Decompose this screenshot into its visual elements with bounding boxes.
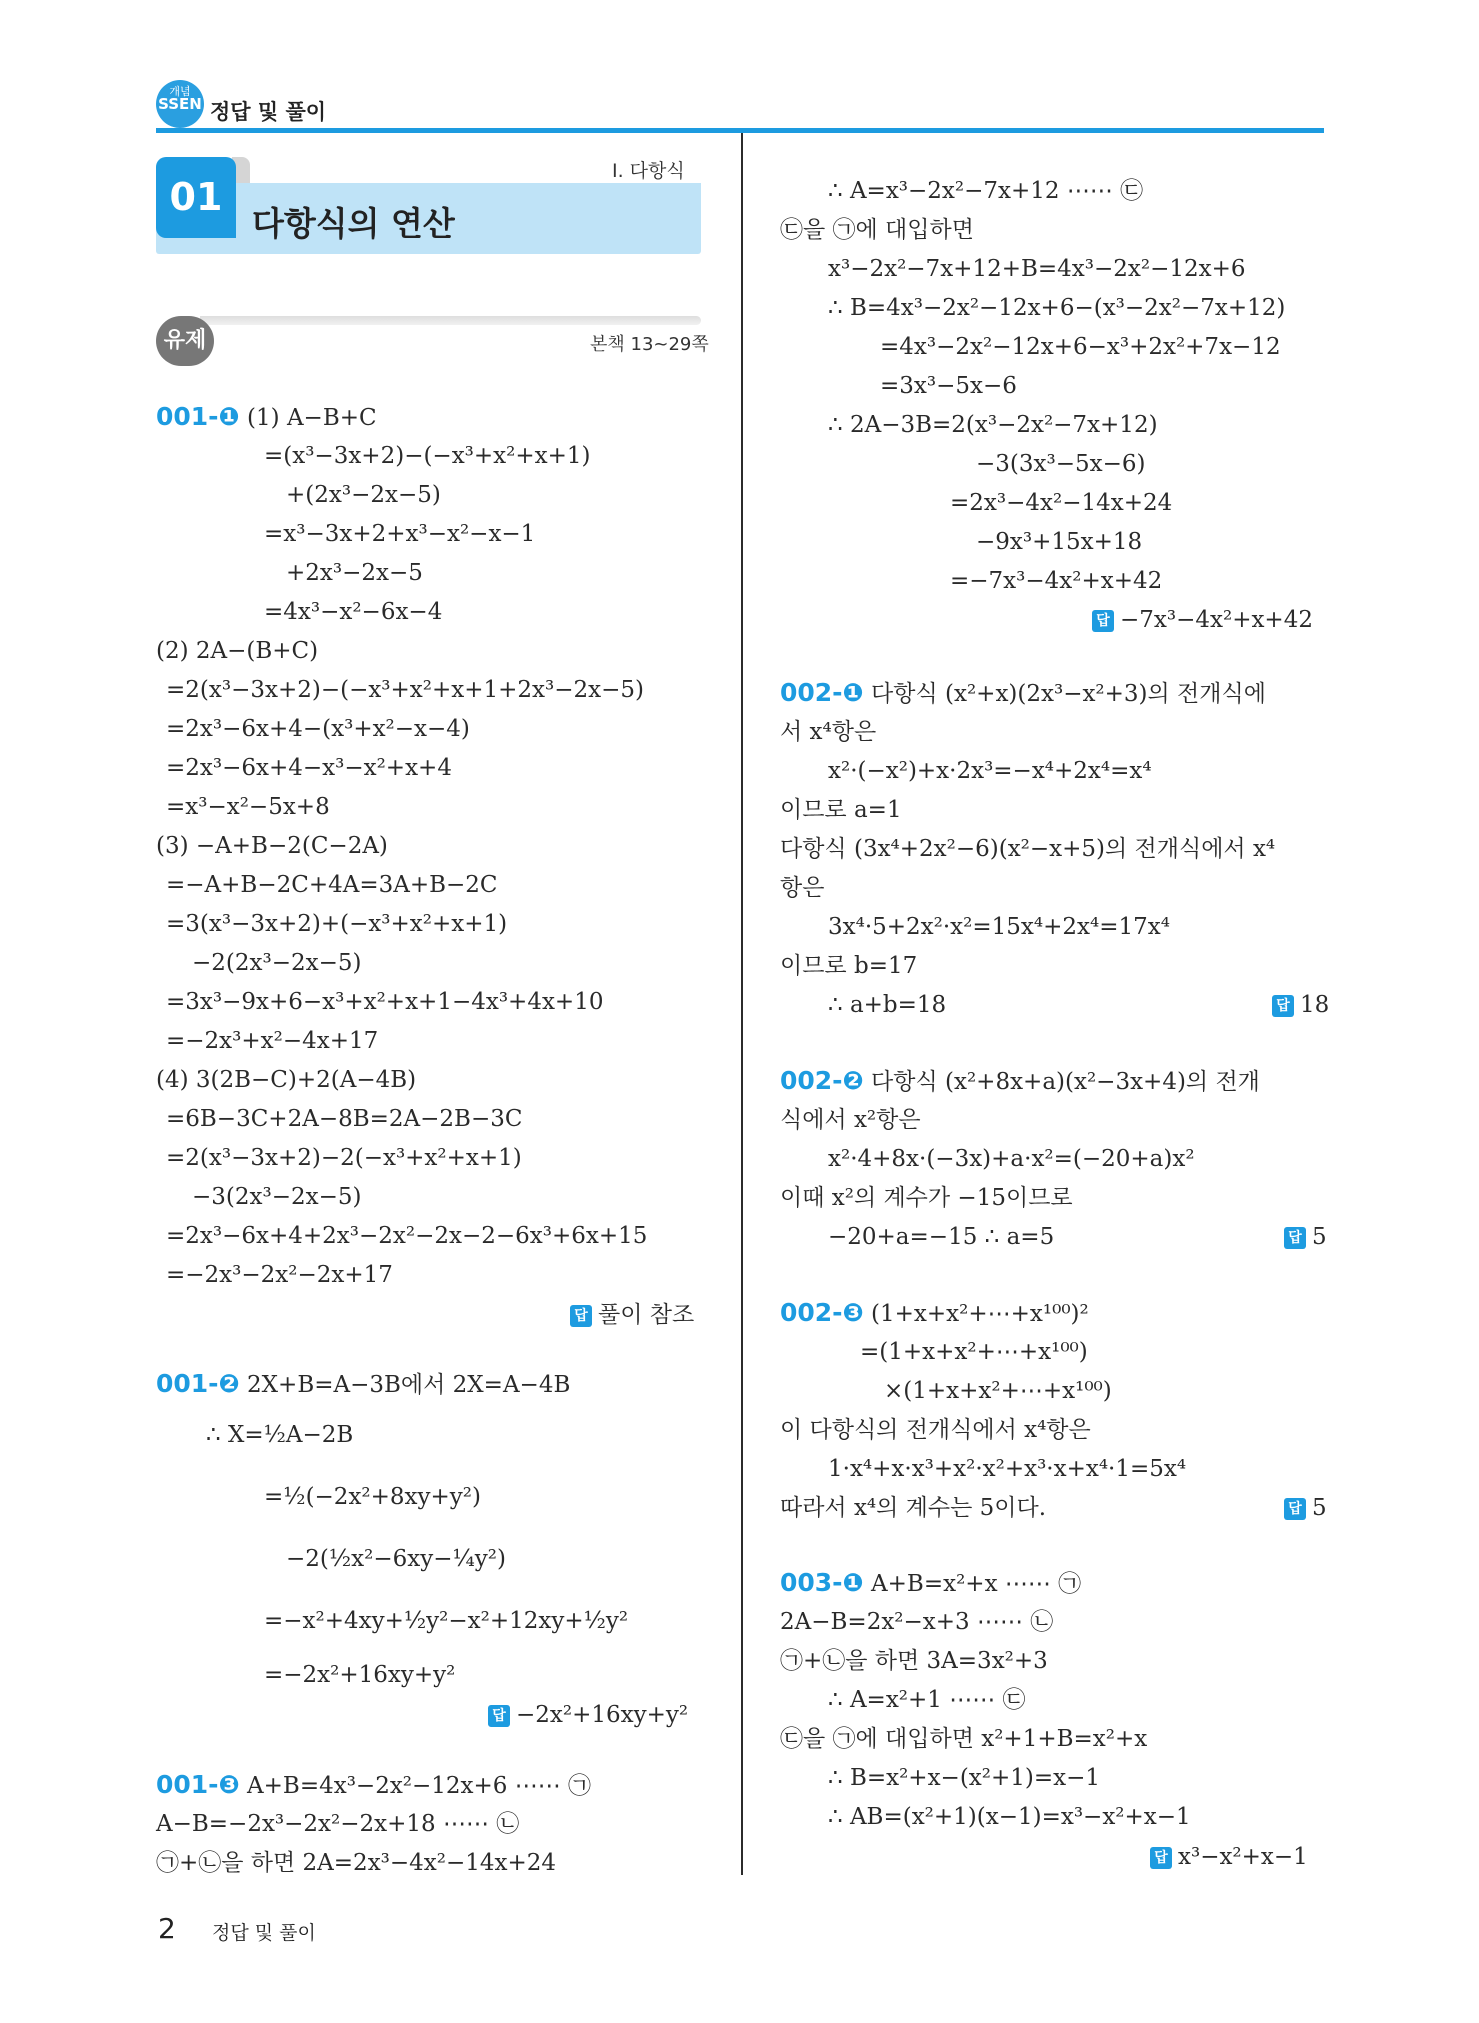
solution-text: 다항식 (3x⁴+2x²−6)(x²−x+5)의 전개식에서 x⁴ (780, 836, 1276, 862)
solution-text: =4x³−x²−6x−4 (264, 599, 443, 625)
answer-badge: 답 (1284, 1227, 1306, 1249)
solution-line (828, 1685, 1026, 1715)
solution-line (780, 951, 917, 981)
solution-line (828, 1144, 1195, 1174)
solution-text: 이때 x²의 계수가 −15이므로 (780, 1185, 1073, 1211)
solution-text: =2x³−6x+4−(x³+x²−x−4) (166, 716, 470, 742)
solution-text: 이므로 b=17 (780, 953, 918, 979)
solution-line (828, 1454, 1186, 1484)
solution-text: =−7x³−4x²+x+42 (950, 568, 1163, 594)
solution-text: =3(x³−3x+2)+(−x³+x²+x+1) (166, 911, 508, 937)
solution-text: A+B=4x³−2x²−12x+6 ⋯⋯ ㉠ (247, 1773, 592, 1799)
solution-line (976, 527, 1142, 557)
answer-line (1284, 1493, 1327, 1523)
problem-start-line (780, 678, 1266, 709)
answer-line (1272, 990, 1329, 1020)
brand-logo-main: SSEN (158, 95, 202, 113)
problem-start-line (156, 1770, 591, 1801)
solution-line (166, 714, 470, 744)
solution-line (828, 254, 1245, 284)
solution-line (166, 792, 330, 822)
chapter-number: 01 (156, 157, 236, 238)
solution-text: =−2x²+16xy+y² (264, 1662, 456, 1688)
solution-line (780, 834, 1275, 864)
solution-text: 이 다항식의 전개식에서 x⁴항은 (780, 1417, 1091, 1443)
solution-text: 2X+B=A−3B에서 2X=A−4B (247, 1372, 571, 1398)
solution-text: −3(3x³−5x−6) (976, 451, 1146, 477)
solution-line (828, 1763, 1100, 1793)
solution-text: ×(1+x+x²+⋯+x¹⁰⁰) (884, 1378, 1112, 1404)
answer-badge: 답 (488, 1705, 510, 1727)
solution-text: =2x³−6x+4−x³−x²+x+4 (166, 755, 452, 781)
solution-text: =(x³−3x+2)−(−x³+x²+x+1) (264, 443, 591, 469)
solution-line (780, 1183, 1073, 1213)
column-divider (741, 133, 743, 1875)
solution-line (884, 1376, 1112, 1406)
answer-badge: 답 (1150, 1847, 1172, 1869)
solution-text: =−x²+4xy+½y²−x²+12xy+½y² (264, 1608, 629, 1634)
solution-line (166, 870, 498, 900)
solution-line (780, 1724, 1147, 1754)
solution-text: =2(x³−3x+2)−2(−x³+x²+x+1) (166, 1145, 522, 1171)
solution-line (264, 1482, 481, 1512)
section-page-ref: 본책 13~29쪽 (590, 334, 709, 355)
solution-text: −3(2x³−2x−5) (192, 1184, 362, 1210)
solution-text: ㉠+㉡을 하면 3A=3x²+3 (780, 1648, 1048, 1674)
solution-text: =4x³−2x²−12x+6−x³+2x²+7x−12 (880, 334, 1281, 360)
solution-line (286, 480, 441, 510)
solution-line (780, 1493, 1046, 1523)
solution-line (780, 1105, 921, 1135)
solution-line (950, 566, 1162, 596)
solution-line (828, 990, 946, 1020)
solution-line (166, 909, 507, 939)
solution-line (828, 756, 1152, 786)
solution-line (860, 1337, 1088, 1367)
solution-line (166, 1221, 647, 1251)
problem-start-line (780, 1298, 1089, 1329)
solution-line (828, 1802, 1191, 1832)
solution-line (780, 717, 876, 747)
solution-line (780, 873, 824, 903)
solution-text: 다항식 (x²+8x+a)(x²−3x+4)의 전개 (871, 1069, 1260, 1095)
solution-text: ∴ A=x²+1 ⋯⋯ ㉢ (828, 1687, 1026, 1713)
solution-line (156, 636, 318, 666)
problem-number: 002-❶ (780, 678, 864, 707)
solution-text: =½(−2x²+8xy+y²) (264, 1484, 481, 1510)
problem-start-line (780, 1568, 1081, 1599)
solution-line (156, 1809, 519, 1839)
solution-text: ∴ AB=(x²+1)(x−1)=x³−x²+x−1 (828, 1804, 1191, 1830)
solution-line (880, 332, 1281, 362)
problem-number: 001-❸ (156, 1770, 240, 1799)
page-number: 2 (158, 1912, 176, 1945)
solution-line (780, 1415, 1091, 1445)
solution-text: A−B=−2x³−2x²−2x+18 ⋯⋯ ㉡ (156, 1811, 520, 1837)
solution-line (780, 1646, 1048, 1676)
problem-number: 002-❷ (780, 1066, 864, 1095)
solution-text: (4) 3(2B−C)+2(A−4B) (156, 1067, 417, 1093)
solution-line (264, 1660, 455, 1690)
problem-start-line (780, 1066, 1260, 1097)
solution-line (166, 753, 452, 783)
solution-text: 1·x⁴+x·x³+x²·x²+x³·x+x⁴·1=5x⁴ (828, 1456, 1187, 1482)
answer-text: −7x³−4x²+x+42 (1120, 607, 1313, 633)
solution-text: −20+a=−15 ∴ a=5 (828, 1224, 1055, 1250)
solution-text: +2x³−2x−5 (286, 560, 423, 586)
answer-text: 풀이 참조 (598, 1302, 695, 1328)
answer-badge: 답 (1284, 1498, 1306, 1520)
problem-number: 003-❶ (780, 1568, 864, 1597)
answer-text: 18 (1300, 992, 1330, 1018)
solution-text: =x³−x²−5x+8 (166, 794, 330, 820)
solution-line (286, 558, 423, 588)
problem-start-line (156, 402, 377, 433)
answer-line (488, 1700, 688, 1730)
answer-text: −2x²+16xy+y² (516, 1702, 689, 1728)
solution-line (264, 597, 442, 627)
solution-text: ∴ A=x³−2x²−7x+12 ⋯⋯ ㉢ (828, 178, 1144, 204)
solution-line (286, 1544, 506, 1574)
chapter-part: Ⅰ. 다항식 (612, 160, 685, 182)
solution-text: =−2x³−2x²−2x+17 (166, 1262, 393, 1288)
solution-text: =2x³−4x²−14x+24 (950, 490, 1173, 516)
answer-line (570, 1300, 694, 1330)
solution-text: (3) −A+B−2(C−2A) (156, 833, 388, 859)
solution-line (880, 371, 1017, 401)
solution-text: ㉠+㉡을 하면 2A=2x³−4x²−14x+24 (156, 1850, 557, 1876)
solution-line (166, 675, 644, 705)
solution-text: −2(½x²−6xy−¼y²) (286, 1546, 506, 1572)
solution-text: =−A+B−2C+4A=3A+B−2C (166, 872, 498, 898)
solution-line (156, 1848, 556, 1878)
footer-label: 정답 및 풀이 (212, 1922, 316, 1944)
solution-text: ∴ X=½A−2B (206, 1422, 354, 1448)
header-title: 정답 및 풀이 (210, 100, 327, 124)
solution-text: ㉢을 ㉠에 대입하면 (780, 217, 974, 243)
solution-line (264, 519, 535, 549)
problem-number: 001-❶ (156, 402, 240, 431)
answer-line (1284, 1222, 1327, 1252)
solution-line (206, 1420, 353, 1450)
solution-text: =2x³−6x+4+2x³−2x²−2x−2−6x³+6x+15 (166, 1223, 648, 1249)
solution-text: (1+x+x²+⋯+x¹⁰⁰)² (871, 1301, 1089, 1327)
answer-badge: 답 (1092, 610, 1114, 632)
solution-text: A+B=x²+x ⋯⋯ ㉠ (871, 1571, 1082, 1597)
solution-text: =2(x³−3x+2)−(−x³+x²+x+1+2x³−2x−5) (166, 677, 644, 703)
answer-text: 5 (1312, 1224, 1327, 1250)
solution-text: 다항식 (x²+x)(2x³−x²+3)의 전개식에 (871, 681, 1266, 707)
solution-text: =3x³−5x−6 (880, 373, 1017, 399)
solution-line (950, 488, 1172, 518)
brand-logo-top: 개념 (169, 85, 191, 98)
solution-line (166, 1104, 522, 1134)
solution-text: ∴ a+b=18 (828, 992, 947, 1018)
solution-text: 3x⁴·5+2x²·x²=15x⁴+2x⁴=17x⁴ (828, 914, 1170, 940)
solution-text: ㉢을 ㉠에 대입하면 x²+1+B=x²+x (780, 1726, 1148, 1752)
answer-line (1092, 605, 1313, 635)
solution-text: (2) 2A−(B+C) (156, 638, 319, 664)
answer-text: x³−x²+x−1 (1178, 1844, 1308, 1870)
solution-text: x³−2x²−7x+12+B=4x³−2x²−12x+6 (828, 256, 1246, 282)
answer-badge: 답 (570, 1305, 592, 1327)
section-label: 유제 (156, 316, 214, 366)
solution-text: ∴ B=4x³−2x²−12x+6−(x³−2x²−7x+12) (828, 295, 1286, 321)
header-rule (156, 128, 1324, 133)
section-rule (200, 316, 701, 325)
problem-number: 002-❸ (780, 1298, 864, 1327)
solution-line (166, 987, 603, 1017)
solution-line (828, 912, 1170, 942)
chapter-title: 다항식의 연산 (252, 204, 455, 243)
solution-text: 서 x⁴항은 (780, 719, 877, 745)
solution-text: 따라서 x⁴의 계수는 5이다. (780, 1495, 1047, 1521)
solution-line (264, 1606, 628, 1636)
answer-text: 5 (1312, 1495, 1327, 1521)
solution-text: +(2x³−2x−5) (286, 482, 441, 508)
solution-line (156, 831, 388, 861)
solution-text: =6B−3C+2A−8B=2A−2B−3C (166, 1106, 523, 1132)
solution-text: −9x³+15x+18 (976, 529, 1143, 555)
solution-text: x²·4+8x·(−3x)+a·x²=(−20+a)x² (828, 1146, 1195, 1172)
solution-line (780, 215, 974, 245)
problem-start-line (156, 1369, 570, 1400)
solution-text: =(1+x+x²+⋯+x¹⁰⁰) (860, 1339, 1088, 1365)
solution-text: =x³−3x+2+x³−x²−x−1 (264, 521, 536, 547)
solution-text: x²·(−x²)+x·2x³=−x⁴+2x⁴=x⁴ (828, 758, 1152, 784)
brand-logo (156, 80, 204, 128)
solution-text: (1) A−B+C (247, 405, 377, 431)
solution-line (156, 1065, 416, 1095)
answer-line (1150, 1842, 1308, 1872)
solution-text: =−2x³+x²−4x+17 (166, 1028, 379, 1054)
solution-line (192, 1182, 361, 1212)
solution-line (976, 449, 1145, 479)
solution-line (264, 441, 590, 471)
solution-line (828, 176, 1143, 206)
solution-text: 항은 (780, 875, 825, 901)
solution-line (828, 410, 1158, 440)
solution-line (166, 1143, 522, 1173)
solution-text: 이므로 a=1 (780, 797, 902, 823)
solution-line (828, 1222, 1054, 1252)
solution-line (166, 1026, 378, 1056)
solution-text: −2(2x³−2x−5) (192, 950, 362, 976)
solution-text: 식에서 x²항은 (780, 1107, 921, 1133)
solution-line (192, 948, 361, 978)
solution-line (780, 795, 902, 825)
problem-number: 001-❷ (156, 1369, 240, 1398)
solution-text: =3x³−9x+6−x³+x²+x+1−4x³+4x+10 (166, 989, 604, 1015)
solution-line (828, 293, 1285, 323)
solution-line (780, 1607, 1053, 1637)
solution-text: ∴ B=x²+x−(x²+1)=x−1 (828, 1765, 1101, 1791)
answer-badge: 답 (1272, 995, 1294, 1017)
solution-text: ∴ 2A−3B=2(x³−2x²−7x+12) (828, 412, 1158, 438)
solution-line (166, 1260, 393, 1290)
solution-text: 2A−B=2x²−x+3 ⋯⋯ ㉡ (780, 1609, 1054, 1635)
